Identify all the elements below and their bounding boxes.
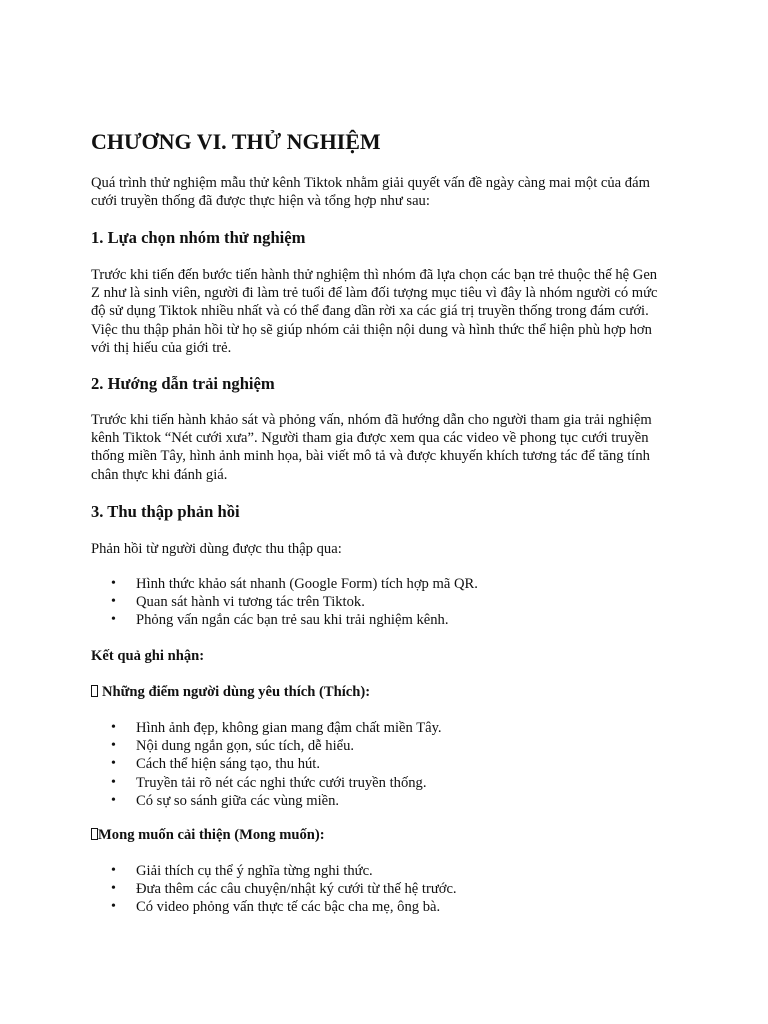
list-item-text: Hình thức khảo sát nhanh (Google Form) tích hợp mã QR. bbox=[136, 576, 478, 592]
bullet-icon: • bbox=[111, 774, 116, 790]
list-item bbox=[91, 774, 442, 792]
list-item bbox=[91, 880, 457, 898]
list-item-text: Quan sát hành vi tương tác trên Tiktok. bbox=[136, 594, 365, 611]
list-item bbox=[91, 611, 478, 629]
list-item-text: Cách thể hiện sáng tạo, thu hút. bbox=[136, 756, 321, 773]
bullet-icon: • bbox=[111, 720, 116, 735]
likes-list bbox=[91, 719, 442, 810]
section1-paragraph bbox=[91, 266, 681, 357]
section1-line: với thị hiếu của giới trẻ. bbox=[91, 339, 232, 356]
list-item-text: Giải thích cụ thể ý nghĩa từng nghi thức. bbox=[136, 863, 373, 879]
section2-line: kênh Tiktok “Nét cưới xưa”. Người tham gia được xem qua các video về phong tục cưới truyền bbox=[91, 430, 649, 447]
section2-heading: 2. Hướng dẫn trải nghiệm bbox=[91, 374, 275, 393]
intro-line: cưới truyền thống đã được thực hiện và tổng hợp như sau: bbox=[91, 193, 430, 210]
bullet-icon: • bbox=[111, 881, 116, 897]
section3-intro-text: Phản hồi từ người dùng được thu thập qua: bbox=[91, 541, 342, 557]
section1-line: Trước khi tiến đến bước tiến hành thử nghiệm thì nhóm đã lựa chọn các bạn trẻ thuộc thế hệ Gen bbox=[91, 267, 658, 283]
list-item bbox=[91, 593, 478, 611]
likes-label bbox=[91, 683, 370, 701]
list-item bbox=[91, 575, 478, 593]
likes-label-text: Những điểm người dùng yêu thích (Thích): bbox=[102, 684, 371, 700]
missing-glyph-box-icon bbox=[91, 685, 98, 697]
list-item-text: Có video phỏng vấn thực tế các bậc cha mẹ, ông bà. bbox=[136, 899, 441, 916]
list-item-text: Hình ảnh đẹp, không gian mang đậm chất miền Tây. bbox=[136, 720, 442, 736]
bullet-icon: • bbox=[111, 738, 116, 754]
wishes-list bbox=[91, 862, 457, 917]
section2-line: thống miền Tây, hình ảnh minh họa, bài viết mô tả và được khuyến khích tương tác để tăng tính bbox=[91, 448, 650, 465]
list-item-text: Đưa thêm các câu chuyện/nhật ký cưới từ thế hệ trước. bbox=[136, 881, 457, 898]
intro-paragraph bbox=[91, 174, 681, 210]
wishes-label bbox=[91, 826, 325, 844]
section3-intro bbox=[91, 540, 681, 558]
bullet-icon: • bbox=[111, 792, 116, 808]
section1-line: độ sử dụng Tiktok nhiều nhất và có thể đang dần rời xa các giá trị truyền thống trong đám cưới. bbox=[91, 303, 649, 320]
section1-line: Z như là sinh viên, người đi làm trẻ tuổi để làm đối tượng mục tiêu vì đây là nhóm người có mức bbox=[91, 285, 658, 302]
missing-glyph-box-icon bbox=[91, 828, 98, 840]
section2-line: Trước khi tiến hành khảo sát và phỏng vấn, nhóm đã hướng dẫn cho người tham gia trải nghiệm bbox=[91, 412, 652, 428]
list-item bbox=[91, 719, 442, 737]
bullet-icon: • bbox=[111, 863, 116, 878]
list-item bbox=[91, 755, 442, 773]
list-item bbox=[91, 737, 442, 755]
section1-heading: 1. Lựa chọn nhóm thử nghiệm bbox=[91, 228, 306, 247]
results-label: Kết quả ghi nhận: bbox=[91, 648, 205, 664]
section1-line: Việc thu thập phản hồi từ họ sẽ giúp nhóm cải thiện nội dung và hình thức thể hiện phù hợp hơn bbox=[91, 321, 652, 338]
section2-line: chân thực khi đánh giá. bbox=[91, 466, 228, 483]
section3-heading: 3. Thu thập phản hồi bbox=[91, 502, 240, 521]
list-item bbox=[91, 792, 442, 810]
feedback-methods-list bbox=[91, 575, 478, 630]
bullet-icon: • bbox=[111, 756, 116, 772]
bullet-icon: • bbox=[111, 899, 116, 915]
list-item bbox=[91, 862, 457, 880]
list-item bbox=[91, 898, 457, 916]
bullet-icon: • bbox=[111, 612, 116, 628]
bullet-icon: • bbox=[111, 594, 116, 610]
wishes-label-text: Mong muốn cải thiện (Mong muốn): bbox=[98, 827, 325, 843]
bullet-icon: • bbox=[111, 576, 116, 591]
page-title: CHƯƠNG VI. THỬ NGHIỆM bbox=[91, 129, 381, 154]
intro-line: Quá trình thử nghiệm mẫu thử kênh Tiktok nhằm giải quyết vấn đề ngày càng mai một của đám bbox=[91, 175, 650, 191]
list-item-text: Nội dung ngắn gọn, súc tích, dễ hiểu. bbox=[136, 738, 355, 755]
list-item-text: Có sự so sánh giữa các vùng miền. bbox=[136, 792, 340, 809]
list-item-text: Truyền tải rõ nét các nghi thức cưới truyền thống. bbox=[136, 774, 427, 791]
section2-paragraph bbox=[91, 411, 681, 484]
list-item-text: Phỏng vấn ngắn các bạn trẻ sau khi trải nghiệm kênh. bbox=[136, 612, 449, 629]
